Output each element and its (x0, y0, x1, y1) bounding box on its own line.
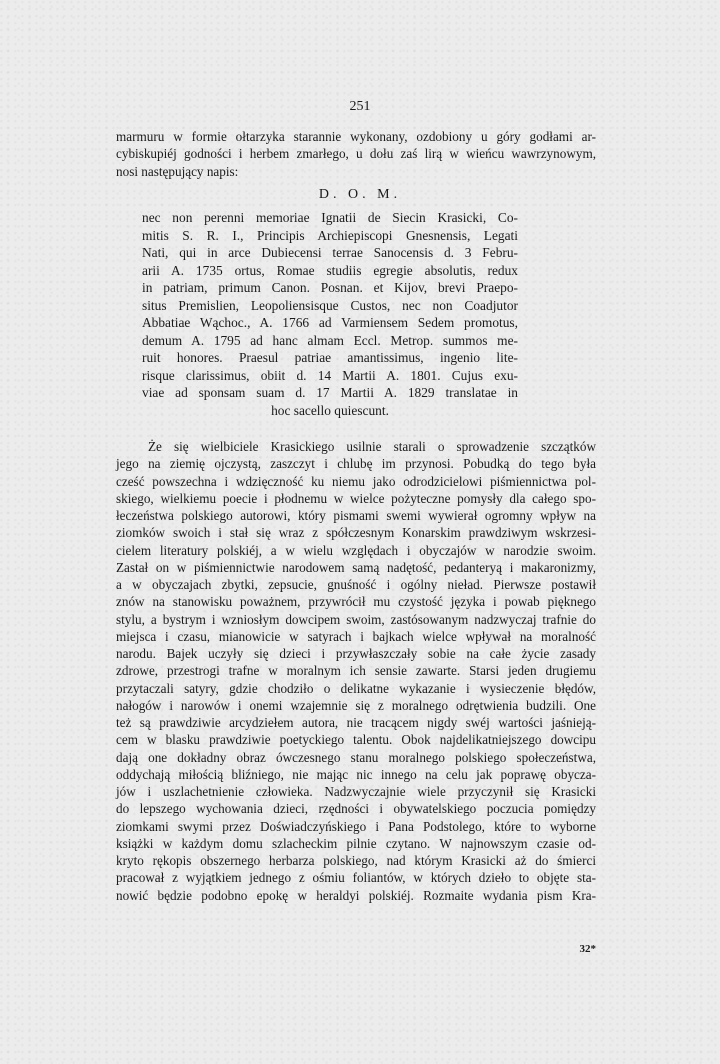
text-line: ziomków swoich i stał się wraz z spółczesnym Konarskim prawdziwym wskrzesi- (116, 525, 596, 541)
intro-paragraph (116, 128, 596, 180)
text-line: cielem literatury polskiéj, a w wielu względach i obyczajów w narodzie swoim. (116, 542, 596, 558)
text-line: zdrowe, przestrogi trafne w moralnym ich sensie zawarte. Starsi jeden drugiemu (116, 663, 596, 679)
signature-mark: 32* (579, 943, 596, 955)
text-line: marmuru w formie ołtarzyka starannie wykonany, ozdobiony u góry godłami ar- (116, 129, 596, 144)
text-line: do lepszego wychowania dzieci, rzędności i obywatelskiego poczucia pomiędzy (116, 801, 596, 817)
text-line: Że się wielbiciele Krasickiego usilnie starali o sprowadzenie szczątków (148, 439, 596, 454)
text-line: cześć powszechna i wdzięczność ku niemu jako odrodzicielowi piśmiennictwa pol- (116, 473, 596, 489)
text-line: nałogów i narowów i onemi wzajemnie się z moralnego odrętwienia budzili. One (116, 697, 596, 713)
text-line: cybiskupiéj godności i herbem zmarłego, u dołu zaś lirą w wieńcu wawrzynowym, (116, 146, 596, 162)
text-line: dają one dokładny obraz ówczesnego stanu moralnego polskiego społeczeństwa, (116, 749, 596, 765)
text-line: Zastał on w piśmiennictwie narodowem samą nadętość, pedanteryą i makaronizmy, (116, 559, 596, 575)
text-line: książki w każdym domu szlacheckim pilnie czytano. W najnowszym czasie od- (116, 835, 596, 851)
text-line: skiego, wielkiemu poecie i płodnemu w wielce pożyteczne pomysły dla całego spo- (116, 490, 596, 506)
text-line: cem w blasku prawdziwie poetyckiego talentu. Obok najdelikatniejszego dowcipu (116, 732, 596, 748)
text-line: narodu. Bajek uczyły się dzieci i przywłaszczały sobie na całe życie zasady (116, 646, 596, 661)
text-line: jów i uszlachetnienie człowieka. Nadzwyczajnie wiele przyczynił się Krasicki (116, 784, 596, 799)
text-line: kryto rękopis obszernego herbarza polskiego, nad którym Krasicki aż do śmierci (116, 853, 596, 868)
text-line: stylu, a bystrym i wzniosłym dowcipem swoim, zastósowanym nadzwyczaj trafnie do (116, 611, 596, 627)
text-line: Abbatiae Wąchoc., A. 1766 ad Varmiensem Sedem promotus, (142, 315, 518, 330)
text-line: in patriam, primum Canon. Posnan. et Kijov, brevi Praepo- (142, 280, 518, 295)
text-line: a w obyczajach zbytki, zepsucie, gnuśność i ogólny nieład. Pierwsze postawił (116, 577, 596, 592)
text-line: arii A. 1735 ortus, Romae studiis egregie absolutis, redux (142, 262, 518, 278)
inscription-heading: D. O. M. (318, 187, 402, 202)
text-line: jego na ziemię ojczystą, zaszczyt i chlubę im przynosi. Pobudką do tego była (116, 456, 596, 472)
text-line: viae ad sponsam suam d. 17 Martii A. 1829 translatae in (142, 385, 518, 400)
text-line: przytaczali satyry, gdzie chodziło o delikatne wykazanie i wysieczenie błędów, (116, 680, 596, 696)
text-line: hoc sacello quiescunt. (271, 402, 389, 418)
text-line: demum A. 1795 ad hanc almam Eccl. Metrop. summos me- (142, 332, 518, 348)
text-line: situs Premislien, Leopoliensisque Custos, nec non Coadjutor (142, 297, 518, 313)
text-line: nec non perenni memoriae Ignatii de Siecin Krasicki, Co- (142, 210, 518, 225)
text-line: ziomkami swymi przez Doświadczyńskiego i Pana Podstolego, które to wyborne (116, 818, 596, 834)
main-paragraph (116, 438, 596, 904)
text-line: mitis S. R. I., Principis Archiepiscopi Gnesnensis, Legati (142, 227, 518, 243)
text-line: oddychają miłością bliźniego, nie mając nic innego na celu jak poprawę obycza- (116, 766, 596, 782)
text-line: ruit honores. Praesul patriae amantissimus, ingenio lite- (142, 350, 518, 365)
page-number: 251 (349, 99, 371, 114)
text-line: risque clarissimus, obiit d. 14 Martii A. 1801. Cujus exu- (142, 367, 518, 383)
text-line: znów na stanowisku poważnem, przywrócił mu czystość języka i powab pięknego (116, 594, 596, 610)
text-line: też są prawdziwie arcydziełem autora, nie tracącem nigdy swéj wartości jaśnieją- (116, 715, 596, 730)
text-line: nosi następujący napis: (116, 163, 239, 179)
inscription-text (142, 209, 518, 419)
text-line: miejsca i czasu, mianowicie w satyrach i bajkach wielce wpływał na moralność (116, 628, 596, 644)
text-line: Nati, qui in arce Dubiecensi terrae Sanocensis d. 3 Febru- (142, 245, 518, 260)
text-line: nowić będzie podobno epokę w heraldyi polskiéj. Rozmaite wydania pism Kra- (116, 887, 596, 903)
text-line: łeczeństwa polskiego autorowi, który pismami swemi wywierał ogromny wpływ na (116, 508, 596, 523)
text-line: pracował z wyjątkiem jednego z ośmiu foliantów, w których dzieło to objęte sta- (116, 870, 596, 886)
